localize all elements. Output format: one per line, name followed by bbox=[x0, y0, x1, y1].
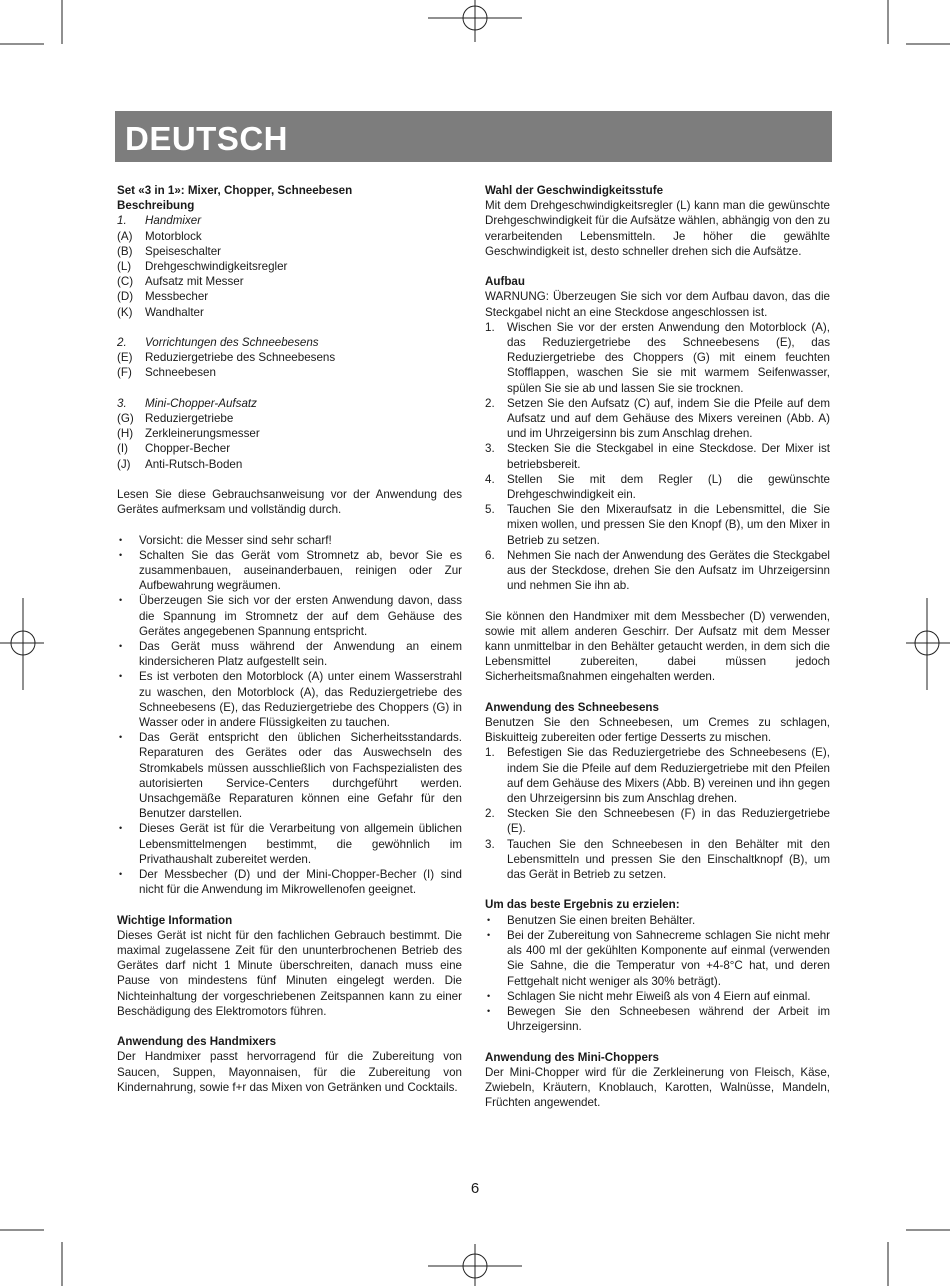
numbered-step: 2. Setzen Sie den Aufsatz (C) auf, indem Sie die Pfeile auf dem Aufsatz und auf dem Gehäuse des Mixers vereinen (Abb. A) und im Uhrzeigersinn bis zum Anschlag drehen. bbox=[485, 396, 830, 441]
bullet-item: • Das Gerät entspricht den üblichen Sicherheitsstandards. Reparaturen des Gerätes oder das Auswechseln des Stromkabels müssen ausschließlich von Fachspezialisten des autorisierten Service-Centers durchgeführt werden. Unsachgemäße Reparaturen können eine Gefahr für den Benutzer darstellen. bbox=[119, 731, 462, 821]
handmixer-heading: Anwendung des Handmixers bbox=[117, 1035, 277, 1049]
list-item: (F) Schneebesen bbox=[117, 366, 216, 380]
messbecher-text: Sie können den Handmixer mit dem Messbecher (D) verwenden, sowie mit allem anderen Geschirr. Der Aufsatz mit dem Messer kann unmittelbar in den Behälter getaucht werden, in dem sich die Lebensmittel zubereiten, dabei müssen jedoch Sicherheitsmaßnahmen eingehalten werden. bbox=[485, 609, 830, 684]
registration-mark-top bbox=[428, 0, 522, 42]
list-item: (C) Aufsatz mit Messer bbox=[117, 275, 244, 289]
bullet-item: • Es ist verboten den Motorblock (A) unter einem Wasserstrahl zu waschen, den Motorblock (A), das Reduziergetriebe des Schneebesens (E), das Reduziergetriebe des Choppers (G) in Wasser oder in andere Flüssigkeiten zu tauchen. bbox=[119, 670, 462, 730]
numbered-step: 2. Stecken Sie den Schneebesen (F) in das Reduziergetriebe (E). bbox=[485, 807, 830, 836]
intro-text: Lesen Sie diese Gebrauchsanweisung vor der Anwendung des Gerätes aufmerksam und vollständig durch. bbox=[117, 488, 462, 517]
bullet-item: • Schlagen Sie nicht mehr Eiweiß als von 4 Eiern auf einmal. bbox=[487, 989, 811, 1003]
chopper-heading: Anwendung des Mini-Choppers bbox=[485, 1050, 659, 1064]
numbered-step: 3. Tauchen Sie den Schneebesen in den Behälter mit den Lebensmitteln und pressen Sie den Einschaltknopf (B), um das Gerät in Betrieb zu setzen. bbox=[485, 837, 830, 882]
wahl-heading: Wahl der Geschwindigkeitsstufe bbox=[485, 184, 664, 197]
chopper-text: Der Mini-Chopper wird für die Zerkleinerung von Fleisch, Käse, Zwiebeln, Kräutern, Knoblauch, Karotten, Walnüsse, Mandeln, Früchten angewendet. bbox=[485, 1065, 830, 1110]
group1-heading: 1. Handmixer bbox=[117, 214, 202, 228]
ergebnis-heading: Um das beste Ergebnis zu erzielen: bbox=[485, 898, 680, 912]
group3-heading: 3. Mini-Chopper-Aufsatz bbox=[117, 396, 257, 410]
bullet-item: • Bei der Zubereitung von Sahnecreme schlagen Sie nicht mehr als 400 ml der gekühlten Komponente auf einmal (verwenden Sie Sahne, die die Temperatur von +4-8°C hat, und deren Fettgehalt nicht weniger als 30% beträgt). bbox=[487, 928, 830, 988]
bullet-item: • Benutzen Sie einen breiten Behälter. bbox=[487, 913, 696, 927]
wahl-text: Mit dem Drehgeschwindigkeitsregler (L) kann man die gewünschte Drehgeschwindigkeit für die Aufsätze wählen, abhängig von den zu verarbeitenden Lebensmitteln. Je höher die gewählte Geschwindigkeit ist, desto schneller drehen sich die Aufsätze. bbox=[485, 199, 830, 258]
registration-mark-bottom bbox=[428, 1244, 522, 1286]
list-item: (I) Chopper-Becher bbox=[117, 442, 231, 456]
bullet-item: • Vorsicht: die Messer sind sehr scharf! bbox=[119, 533, 332, 547]
right-column bbox=[485, 183, 830, 1110]
wichtige-heading: Wichtige Information bbox=[117, 913, 233, 927]
banner-title: DEUTSCH bbox=[125, 120, 289, 157]
numbered-step: 3. Stecken Sie die Steckgabel in eine Steckdose. Der Mixer ist betriebsbereit. bbox=[485, 442, 830, 471]
bullet-item: • Schalten Sie das Gerät vom Stromnetz ab, bevor Sie es zusammenbauen, auseinanderbauen, reinigen oder Zur Aufbewahrung wegräumen. bbox=[119, 548, 462, 593]
list-item: (H) Zerkleinerungsmesser bbox=[117, 427, 260, 441]
list-item: (L) Drehgeschwindigkeitsregler bbox=[117, 260, 288, 274]
bullet-item: • Bewegen Sie den Schneebesen während der Arbeit im Uhrzeigersinn. bbox=[487, 1004, 830, 1034]
list-item: (A) Motorblock bbox=[117, 229, 202, 243]
numbered-step: 1. Wischen Sie vor der ersten Anwendung den Motorblock (A), das Reduziergetriebe des Schneebesens (E), das Reduziergetriebe des Choppers (G) mit einem feuchten Stofflappen, waschen Sie sie mit warmem Seifenwasser, spülen Sie sie ab und lassen Sie sie trocknen. bbox=[485, 320, 830, 395]
set-title: Set «3 in 1»: Mixer, Chopper, Schneebesen bbox=[117, 184, 353, 197]
aufbau-heading: Aufbau bbox=[485, 275, 525, 289]
numbered-step: 5. Tauchen Sie den Mixeraufsatz in die Lebensmittel, die Sie mixen wollen, und pressen Sie den Knopf (B), um den Mixer in Betrieb zu setzen. bbox=[485, 503, 830, 547]
list-item: (B) Speiseschalter bbox=[117, 244, 222, 258]
bullet-item: • Das Gerät muss während der Anwendung an einem kindersicheren Platz aufgestellt sein. bbox=[119, 640, 462, 669]
list-item: (J) Anti-Rutsch-Boden bbox=[117, 457, 243, 471]
page-number: 6 bbox=[470, 1180, 480, 1197]
list-item: (G) Reduziergetriebe bbox=[117, 412, 234, 426]
aufbau-warning: WARNUNG: Überzeugen Sie sich vor dem Aufbau davon, das die Steckgabel nicht an eine Steckdose angeschlossen ist. bbox=[485, 290, 830, 319]
list-item: (D) Messbecher bbox=[117, 290, 209, 304]
bullet-item: • Überzeugen Sie sich vor der ersten Anwendung davon, dass die Spannung im Stromnetz der auf dem Gehäuse des Gerätes angegebenen Spannung entspricht. bbox=[119, 594, 462, 638]
group2-heading: 2. Vorrichtungen des Schneebesens bbox=[117, 336, 319, 350]
bullet-item: • Der Messbecher (D) und der Mini-Chopper-Becher (I) sind nicht für die Anwendung im Mikrowellenofen geeignet. bbox=[119, 868, 462, 897]
schneebesen-heading: Anwendung des Schneebesens bbox=[485, 700, 659, 714]
registration-mark-right bbox=[906, 598, 950, 690]
left-column bbox=[117, 183, 462, 1095]
language-banner bbox=[115, 111, 832, 162]
registration-mark-left bbox=[0, 598, 44, 690]
bullet-item: • Dieses Gerät ist für die Verarbeitung von allgemein üblichen Lebensmittelmengen bestimmt, die gewöhnlich im Privathaushalt zubereitet werden. bbox=[119, 822, 462, 866]
schneebesen-text: Benutzen Sie den Schneebesen, um Cremes zu schlagen, Biskuitteig zubereiten oder fertige Desserts zu mischen. bbox=[485, 716, 830, 745]
numbered-step: 4. Stellen Sie mit dem Regler (L) die gewünschte Drehgeschwindigkeit ein. bbox=[485, 472, 830, 502]
wichtige-text: Dieses Gerät ist nicht für den fachlichen Gebrauch bestimmt. Die maximal zugelassene Zeit für den ununterbrochenen Betrieb des Gerätes darf nicht 1 Minute überschreiten, danach muss eine Pause von mindestens fünf Minuten eingelegt werden. Die Nichteinhaltung der vorgeschriebenen Zeitspannen kann zu einer Beschädigung des Elektromotors führen. bbox=[117, 928, 462, 1018]
handmixer-text: Der Handmixer passt hervorragend für die Zubereitung von Saucen, Suppen, Mayonnaisen, für die Zubereitung von Kindernahrung, sowie f+r das Mixen von Getränken und Cocktails. bbox=[117, 1050, 462, 1094]
numbered-step: 6. Nehmen Sie nach der Anwendung des Gerätes die Steckgabel aus der Steckdose, drehen Sie den Aufsatz im Uhrzeigersinn und nehmen Sie ihn ab. bbox=[485, 548, 830, 593]
list-item: (E) Reduziergetriebe des Schneebesens bbox=[117, 351, 336, 365]
list-item: (K) Wandhalter bbox=[117, 305, 204, 319]
numbered-step: 1. Befestigen Sie das Reduziergetriebe des Schneebesens (E), indem Sie die Pfeile auf dem Reduziergetriebe mit den Pfeilen auf dem Gehäuse des Mixers (Abb. B) vereinen und ihn gegen den Uhrzeigersinn bis zum Anschlag drehen. bbox=[485, 746, 830, 806]
beschreibung-heading: Beschreibung bbox=[117, 199, 195, 213]
